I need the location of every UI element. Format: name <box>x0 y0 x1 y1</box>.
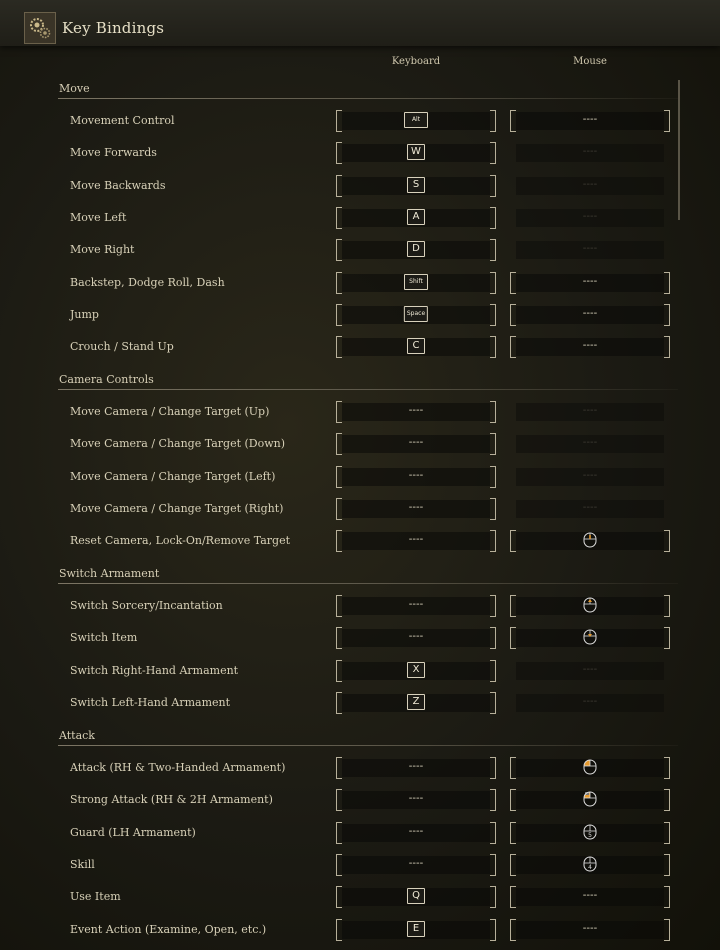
key-a-icon: A <box>407 209 425 225</box>
unbound-value: ---- <box>582 340 598 352</box>
binding-label: Switch Left-Hand Armament <box>70 695 231 709</box>
unbound-value: ---- <box>582 437 598 449</box>
keyboard-binding-slot[interactable] <box>336 334 496 360</box>
binding-row[interactable] <box>58 397 680 427</box>
keyboard-binding-slot[interactable] <box>336 270 496 296</box>
binding-row[interactable] <box>58 656 680 686</box>
binding-label: Move Backwards <box>70 178 166 192</box>
unbound-value: ---- <box>582 210 598 222</box>
svg-text:4: 4 <box>588 863 592 871</box>
binding-label: Skill <box>70 857 95 871</box>
binding-row[interactable] <box>58 818 680 848</box>
unbound-value: ---- <box>582 178 598 190</box>
keyboard-binding-slot[interactable] <box>336 917 496 943</box>
unbound-value: ---- <box>408 405 424 416</box>
binding-label: Reset Camera, Lock-On/Remove Target <box>70 534 291 548</box>
section-header: Camera Controls <box>59 373 154 386</box>
mouse-button-4-icon <box>583 856 597 876</box>
mouse-column-header: Mouse <box>573 56 607 67</box>
keyboard-binding-slot[interactable] <box>336 884 496 910</box>
binding-row[interactable] <box>58 138 680 168</box>
binding-row[interactable] <box>58 106 680 136</box>
unbound-value: ---- <box>582 501 598 513</box>
keyboard-binding-slot[interactable] <box>336 820 496 846</box>
unbound-value: ---- <box>582 695 598 707</box>
binding-row[interactable] <box>58 785 680 815</box>
binding-label: Use Item <box>70 890 121 904</box>
section-divider <box>58 583 678 584</box>
unbound-value: ---- <box>582 405 598 416</box>
binding-label: Move Camera / Change Target (Left) <box>70 469 276 483</box>
binding-row[interactable] <box>58 171 680 201</box>
keyboard-binding-slot[interactable] <box>336 787 496 813</box>
unbound-value: ---- <box>582 922 598 934</box>
binding-row[interactable] <box>58 753 680 783</box>
key-space-icon: Space <box>404 306 428 322</box>
section-divider <box>58 389 678 390</box>
mouse-button-5-icon <box>583 824 597 844</box>
binding-label: Attack (RH & Two-Handed Armament) <box>70 761 286 774</box>
mouse-binding-slot <box>510 464 670 490</box>
keyboard-binding-slot[interactable] <box>336 528 496 554</box>
mouse-binding-slot <box>510 399 670 425</box>
unbound-value: ---- <box>408 534 424 546</box>
binding-row[interactable] <box>58 591 680 621</box>
keyboard-binding-slot[interactable] <box>336 464 496 490</box>
mouse-binding-slot[interactable] <box>510 787 670 813</box>
mouse-left-click-icon <box>583 759 597 779</box>
keyboard-binding-slot[interactable] <box>336 302 496 328</box>
binding-label: Switch Item <box>70 631 138 645</box>
mouse-binding-slot <box>510 173 670 199</box>
binding-label: Move Camera / Change Target (Up) <box>70 405 270 418</box>
key-alt-icon: Alt <box>404 112 428 128</box>
unbound-value: ---- <box>582 114 598 125</box>
mouse-binding-slot[interactable] <box>510 625 670 651</box>
unbound-value: ---- <box>582 307 598 319</box>
binding-label: Movement Control <box>70 114 175 127</box>
keyboard-binding-slot[interactable] <box>336 237 496 263</box>
key-z-icon: Z <box>407 694 425 710</box>
binding-label: Move Right <box>70 243 135 257</box>
keyboard-column-header: Keyboard <box>391 56 441 67</box>
unbound-value: ---- <box>582 243 598 255</box>
unbound-value: ---- <box>582 890 598 902</box>
unbound-value: ---- <box>408 793 424 805</box>
key-s-icon: S <box>407 177 425 193</box>
mouse-binding-slot <box>510 690 670 716</box>
unbound-value: ---- <box>408 761 424 772</box>
binding-row[interactable] <box>58 915 680 945</box>
binding-row[interactable] <box>58 268 680 298</box>
binding-label: Switch Sorcery/Incantation <box>70 599 223 612</box>
keyboard-binding-slot[interactable] <box>336 108 496 134</box>
keyboard-binding-slot[interactable] <box>336 140 496 166</box>
keyboard-binding-slot[interactable] <box>336 852 496 878</box>
section-header: Switch Armament <box>59 567 160 580</box>
mouse-binding-slot[interactable] <box>510 334 670 360</box>
key-q-icon: Q <box>407 888 425 904</box>
key-c-icon: C <box>407 338 425 354</box>
mouse-binding-slot <box>510 431 670 457</box>
mouse-binding-slot[interactable] <box>510 108 670 134</box>
mouse-binding-slot <box>510 496 670 522</box>
svg-text:5: 5 <box>588 831 592 839</box>
binding-row[interactable] <box>58 429 680 459</box>
binding-label: Move Camera / Change Target (Right) <box>70 501 284 515</box>
binding-row[interactable] <box>58 494 680 524</box>
key-d-icon: D <box>407 241 425 257</box>
mouse-binding-slot <box>510 658 670 684</box>
mouse-binding-slot[interactable] <box>510 755 670 781</box>
binding-label: Strong Attack (RH & 2H Armament) <box>70 793 273 807</box>
unbound-value: ---- <box>582 469 598 481</box>
mouse-binding-slot <box>510 140 670 166</box>
keyboard-binding-slot[interactable] <box>336 690 496 716</box>
mouse-middle-click-icon <box>583 532 597 552</box>
mouse-binding-slot[interactable] <box>510 528 670 554</box>
binding-label: Guard (LH Armament) <box>70 825 196 839</box>
title-bar <box>0 0 720 46</box>
keyboard-binding-slot[interactable] <box>336 755 496 781</box>
unbound-value: ---- <box>408 857 424 869</box>
mouse-binding-slot[interactable] <box>510 593 670 619</box>
mouse-shift-left-click-icon <box>583 791 597 811</box>
binding-label: Event Action (Examine, Open, etc.) <box>70 922 267 936</box>
section-divider <box>58 98 678 99</box>
keyboard-binding-slot[interactable] <box>336 496 496 522</box>
unbound-value: ---- <box>408 599 424 610</box>
keyboard-binding-slot[interactable] <box>336 431 496 457</box>
unbound-value: ---- <box>408 825 424 837</box>
section-divider <box>58 745 678 746</box>
binding-label: Move Camera / Change Target (Down) <box>70 437 286 451</box>
binding-label: Move Left <box>70 210 127 224</box>
unbound-value: ---- <box>582 275 598 287</box>
binding-label: Jump <box>70 307 99 321</box>
binding-row[interactable] <box>58 203 680 233</box>
key-e-icon: E <box>407 921 425 937</box>
binding-row[interactable] <box>58 462 680 492</box>
page-title: Key Bindings <box>62 19 165 37</box>
keyboard-binding-slot[interactable] <box>336 173 496 199</box>
section-header: Move <box>59 82 90 95</box>
binding-row[interactable] <box>58 882 680 912</box>
section-header: Attack <box>59 729 95 742</box>
binding-row[interactable] <box>58 332 680 362</box>
keyboard-binding-slot[interactable] <box>336 205 496 231</box>
binding-row[interactable] <box>58 623 680 653</box>
mouse-binding-slot[interactable] <box>510 884 670 910</box>
mouse-wheel-down-icon <box>583 629 597 649</box>
binding-row[interactable] <box>58 688 680 718</box>
unbound-value: ---- <box>408 469 424 481</box>
binding-row[interactable] <box>58 526 680 556</box>
binding-label: Switch Right-Hand Armament <box>70 663 239 677</box>
keyboard-binding-slot[interactable] <box>336 399 496 425</box>
unbound-value: ---- <box>582 663 598 675</box>
keyboard-binding-slot[interactable] <box>336 625 496 651</box>
mouse-wheel-up-icon <box>583 597 597 617</box>
mouse-binding-slot[interactable] <box>510 917 670 943</box>
binding-row[interactable] <box>58 850 680 880</box>
scrollbar[interactable] <box>678 80 680 220</box>
gear-icon <box>24 12 56 44</box>
binding-label: Crouch / Stand Up <box>70 340 174 354</box>
mouse-binding-slot[interactable] <box>510 852 670 878</box>
keyboard-binding-slot[interactable] <box>336 593 496 619</box>
mouse-binding-slot <box>510 205 670 231</box>
unbound-value: ---- <box>582 146 598 158</box>
binding-row[interactable] <box>58 300 680 330</box>
mouse-binding-slot[interactable] <box>510 270 670 296</box>
unbound-value: ---- <box>408 501 424 513</box>
key-w-icon: W <box>407 144 425 160</box>
binding-row[interactable] <box>58 235 680 265</box>
mouse-binding-slot[interactable] <box>510 820 670 846</box>
key-shift-icon: Shift <box>404 274 428 290</box>
binding-label: Move Forwards <box>70 146 157 160</box>
mouse-binding-slot[interactable] <box>510 302 670 328</box>
mouse-binding-slot <box>510 237 670 263</box>
key-x-icon: X <box>407 662 425 678</box>
unbound-value: ---- <box>408 631 424 643</box>
binding-label: Backstep, Dodge Roll, Dash <box>70 275 225 289</box>
keyboard-binding-slot[interactable] <box>336 658 496 684</box>
unbound-value: ---- <box>408 437 424 449</box>
